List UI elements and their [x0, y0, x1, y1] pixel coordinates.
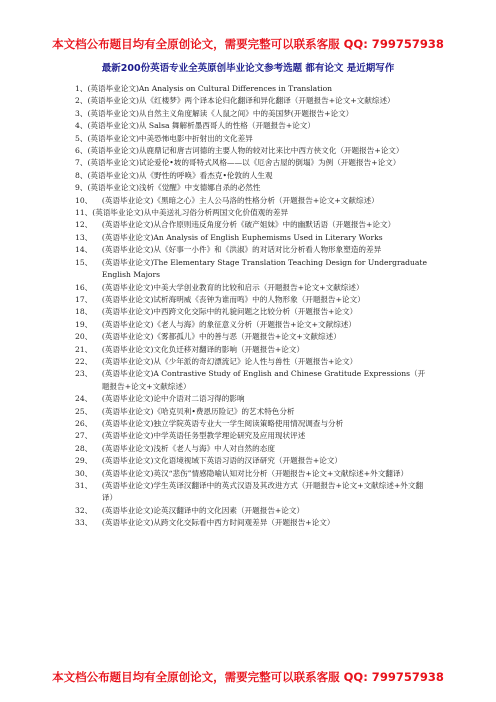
- item-number: 9、: [75, 183, 88, 193]
- item-title: (英语毕业论文)从《红楼梦》两个译本论归化翻译和异化翻译（开题报告+论文+文献综述）: [87, 96, 395, 106]
- item-number: 18、: [75, 307, 102, 317]
- list-item: [75, 145, 427, 157]
- list-item: [75, 505, 427, 517]
- item-title: (英语毕业论文)从中美送礼习俗分析两国文化价值观的差异: [92, 208, 289, 218]
- item-title: (英语毕业论文)试论爱伦•坡的哥特式风格——以《厄舍古屋的倒塌》为例（开题报告+论文）: [87, 158, 401, 168]
- item-title: (英语毕业论文)《老人与海》的象征意义分析（开题报告+论文+文献综述）: [101, 319, 356, 329]
- item-number: 16、: [75, 282, 102, 292]
- list-item: [75, 170, 427, 182]
- item-title: (英语毕业论文)从自然主义角度解读《人鼠之间》中的美国梦(开题报告+论文）: [87, 108, 354, 118]
- item-number: 27、: [75, 431, 102, 441]
- item-title: (英语毕业论文)从《好事一小件》和《洪淑》的对话对比分析看人物形象塑造的差异: [101, 245, 382, 255]
- item-title: (英语毕业论文)英汉“悲伤”情感隐喻认知对比分析（开题报告+论文+文献综述+外文翻译）: [101, 468, 409, 478]
- item-number: 17、: [75, 294, 102, 304]
- list-item: [75, 282, 427, 294]
- item-number: 30、: [75, 468, 102, 478]
- item-title: (英语毕业论文)文化负迁移对翻译的影响（开题报告+论文）: [101, 344, 305, 354]
- item-number: 26、: [75, 418, 102, 428]
- item-title: (英语毕业论文)从《少年派的奇幻漂流记》论人性与兽性（开题报告+论文）: [101, 356, 358, 366]
- list-item: [75, 468, 427, 480]
- item-number: 7、: [75, 158, 88, 168]
- item-number: 32、: [75, 505, 102, 515]
- list-item: [75, 244, 427, 256]
- item-number: 25、: [75, 406, 102, 416]
- item-number: 11、: [75, 208, 93, 218]
- item-title: (英语毕业论文)论英汉翻译中的文化因素（开题报告+论文）: [101, 505, 305, 515]
- list-item: [75, 294, 427, 306]
- item-number: 5、: [75, 133, 88, 143]
- item-number: 24、: [75, 394, 102, 404]
- item-number: 15、: [75, 257, 102, 267]
- page-title: 最新200份英语专业全英原创毕业论文参考选题 都有论文 是近期写作: [101, 63, 395, 74]
- item-title: (英语毕业论文)A Contrastive Study of English and Chinese Gratitude Expressions（开题报告+论文+文献综述）: [101, 369, 426, 391]
- item-title: (英语毕业论文)论中介语对二语习得的影响: [101, 394, 245, 404]
- item-number: 10、: [75, 195, 102, 205]
- list-item: [75, 406, 427, 418]
- item-title: (英语毕业论文)《雾都孤儿》中的善与恶（开题报告+论文+文献综述）: [101, 332, 341, 342]
- list-item: [75, 182, 427, 194]
- item-title: (英语毕业论文)浅析《觉醒》中支德娜自杀的必然性: [87, 183, 261, 193]
- item-number: 31、: [75, 481, 102, 490]
- list-item: [75, 232, 427, 244]
- topic-list: [75, 83, 427, 530]
- list-item: [75, 319, 427, 331]
- item-title: (英语毕业论文)文化语境视域下英语习语的汉译研究（开题报告+论文）: [101, 456, 343, 466]
- list-item: [75, 207, 427, 219]
- list-item: [75, 368, 427, 393]
- list-item: [75, 430, 427, 442]
- list-item: [75, 418, 427, 430]
- list-item: [75, 393, 427, 405]
- item-number: 4、: [75, 121, 88, 131]
- list-item: [75, 95, 427, 107]
- list-item: [75, 331, 427, 343]
- item-title: (英语毕业论文)《黑暗之心》主人公马洛的性格分析（开题报告+论文+文献综述）: [101, 195, 379, 205]
- item-number: 28、: [75, 443, 102, 453]
- list-item: [75, 133, 427, 145]
- list-item: [75, 120, 427, 132]
- item-title: (英语毕业论文)试析海明威《丧钟为谁而鸣》中的人物形象（开题报告+论文）: [101, 294, 365, 304]
- item-title: (英语毕业论文)从《野性的呼唤》看杰克•伦敦的人生观: [87, 170, 273, 180]
- item-number: 33、: [75, 518, 102, 528]
- item-number: 2、: [75, 96, 88, 106]
- item-number: 21、: [75, 344, 102, 354]
- list-item: [75, 356, 427, 368]
- item-title: (英语毕业论文)An Analysis of English Euphemisms Used in Literary Works: [101, 232, 383, 242]
- item-title: (英语毕业论文)独立学院英语专业大一学生阅读策略使用情况调查与分析: [101, 418, 344, 428]
- item-title: (英语毕业论文)中美大学创业教育的比较和启示（开题报告+论文+文献综述）: [101, 282, 364, 292]
- list-item: [75, 83, 427, 95]
- item-number: 8、: [75, 170, 88, 180]
- item-title: (英语毕业论文)从跨文化交际看中西方时间观差异（开题报告+论文）: [101, 518, 335, 528]
- item-title: (英语毕业论文)The Elementary Stage Translation Teaching Design for Undergraduate English Majors: [101, 257, 427, 280]
- list-item: [75, 108, 427, 120]
- item-title: (英语毕业论文)《哈克贝利•费恩历险记》的艺术特色分析: [101, 406, 295, 416]
- item-number: 3、: [75, 108, 88, 118]
- item-number: 12、: [75, 220, 102, 230]
- item-title: (英语毕业论文)中美恐怖电影中折射出的文化差异: [87, 133, 253, 143]
- item-number: 20、: [75, 332, 102, 342]
- item-number: 22、: [75, 356, 102, 366]
- item-number: 29、: [75, 456, 102, 466]
- list-item: [75, 219, 427, 231]
- item-number: 19、: [75, 319, 102, 329]
- list-item: [75, 443, 427, 455]
- contact-banner-bottom: 本文档公布题目均有全原创论文，需要完整可以联系客服 QQ: 799757938: [52, 670, 444, 684]
- list-item: [75, 195, 427, 207]
- item-number: 6、: [75, 146, 88, 156]
- list-item: [75, 517, 427, 529]
- item-title: (英语毕业论文)从鹿鼎记和唐吉诃德的主要人物的较对比来比中西方侠文化（开题报告+论文）: [87, 146, 404, 156]
- item-title: (英语毕业论文)从 Salsa 舞解析墨西哥人的性格（开题报告+论文）: [87, 121, 315, 131]
- item-title: (英语毕业论文)中学英语任务型教学理论研究及应用现状评述: [101, 431, 306, 441]
- item-title: (英语毕业论文)An Analysis on Cultural Differences in Translation: [87, 84, 333, 93]
- contact-banner-top: 本文档公布题目均有全原创论文，需要完整可以联系客服 QQ: 799757938: [52, 37, 444, 51]
- item-number: 1、: [75, 84, 88, 93]
- item-title: (英语毕业论文)学生英译汉翻译中的英式汉语及其改进方式（开题报告+论文+文献综述+外文翻译）: [101, 481, 424, 503]
- item-number: 23、: [75, 369, 102, 379]
- list-item: [75, 344, 427, 356]
- list-item: [75, 480, 427, 505]
- list-item: [75, 157, 427, 169]
- list-item: [75, 257, 427, 282]
- list-item: [75, 455, 427, 467]
- item-number: 13、: [75, 232, 102, 242]
- item-number: 14、: [75, 245, 102, 255]
- list-item: [75, 306, 427, 318]
- item-title: (英语毕业论文)从合作原则违反角度分析《破产姐妹》中的幽默话语（开题报告+论文）: [101, 220, 396, 230]
- item-title: (英语毕业论文)浅析《老人与海》中人对自然的态度: [101, 443, 275, 453]
- item-title: (英语毕业论文)中西跨文化交际中的礼貌问题之比较分析（开题报告+论文）: [101, 307, 358, 317]
